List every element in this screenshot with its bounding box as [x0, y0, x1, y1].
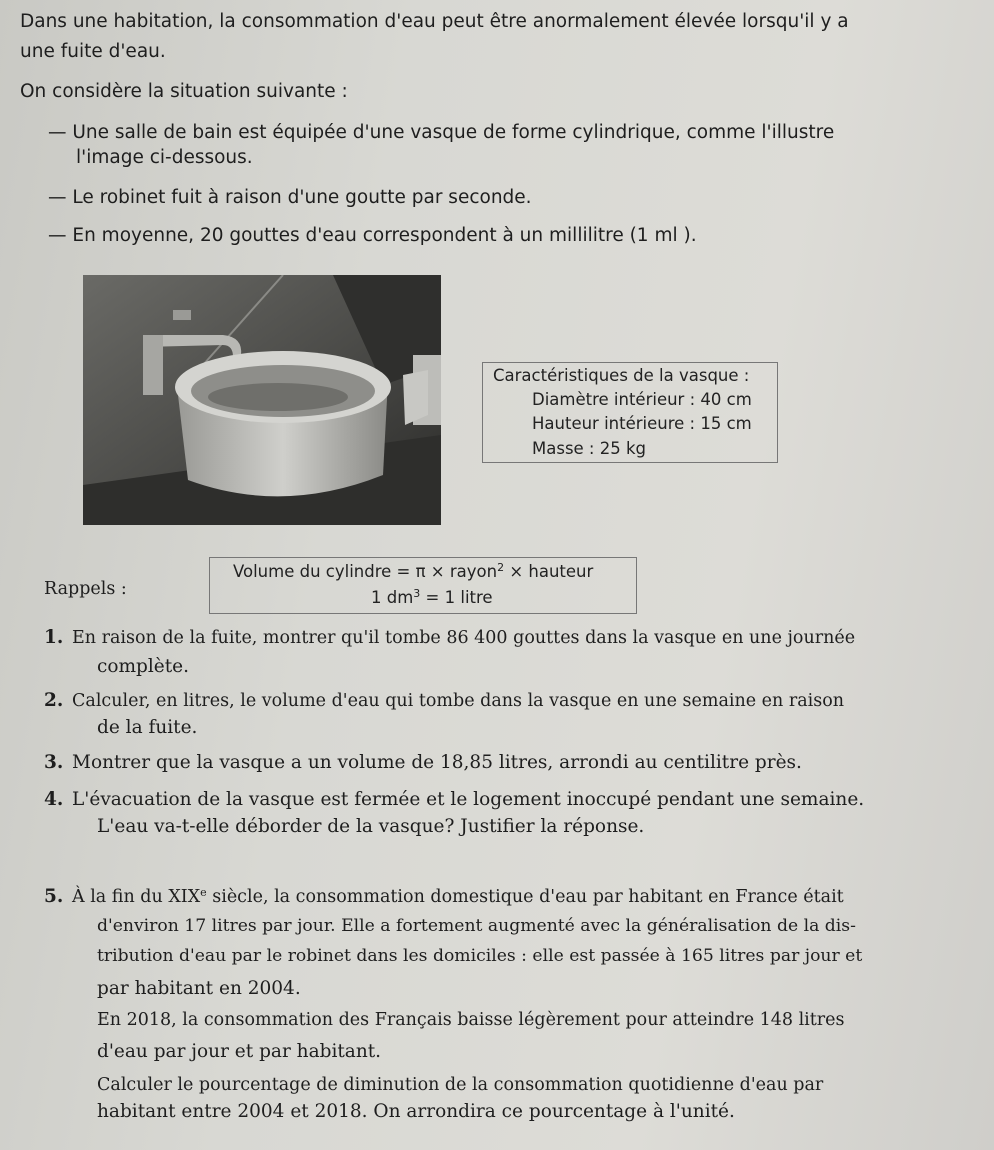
bullet-3: — En moyenne, 20 gouttes d'eau correspondent à un millilitre (1 ml ). — [48, 225, 697, 246]
bullet-1-line-1: — Une salle de bain est équipée d'une vasque de forme cylindrique, comme l'illustre — [48, 122, 835, 143]
question-1-line-1: En raison de la fuite, montrer qu'il tombe 86 400 gouttes dans la vasque en une journée — [72, 628, 856, 648]
question-5-line-8: habitant entre 2004 et 2018. On arrondira ce pourcentage à l'unité. — [97, 1101, 735, 1122]
question-5-line-4: par habitant en 2004. — [97, 978, 301, 999]
vasque-height: Hauteur intérieure : 15 cm — [532, 414, 752, 433]
question-3-number: 3. — [44, 752, 64, 773]
intro-line-3: On considère la situation suivante : — [20, 81, 348, 102]
bullet-2: — Le robinet fuit à raison d'une goutte par seconde. — [48, 187, 532, 208]
vasque-mass: Masse : 25 kg — [532, 439, 647, 458]
bullet-1-line-2: l'image ci-dessous. — [76, 147, 253, 168]
question-2-line-1: Calculer, en litres, le volume d'eau qui tombe dans la vasque en une semaine en raison — [72, 691, 845, 711]
question-5-line-6: d'eau par jour et par habitant. — [97, 1041, 382, 1062]
vasque-diameter: Diamètre intérieur : 40 cm — [532, 390, 752, 409]
conversion-part-1: 1 dm — [371, 588, 414, 607]
question-1-line-2: complète. — [97, 656, 190, 677]
question-1-number: 1. — [44, 627, 64, 648]
cylinder-volume-formula — [233, 562, 593, 581]
rappels-label: Rappels : — [44, 579, 127, 599]
question-2-number: 2. — [44, 690, 64, 711]
q5-line-1-part-1: À la fin du XIX — [72, 887, 201, 907]
question-2-line-2: de la fuite. — [97, 717, 198, 738]
question-3-line-1: Montrer que la vasque a un volume de 18,85 litres, arrondi au centilitre près. — [72, 752, 802, 773]
question-4-number: 4. — [44, 789, 64, 810]
volume-conversion — [371, 588, 493, 607]
vasque-title: Caractéristiques de la vasque : — [493, 366, 750, 385]
question-5-line-1 — [72, 885, 844, 909]
question-5-line-2: d'environ 17 litres par jour. Elle a fortement augmenté avec la généralisation de la dis- — [97, 916, 856, 936]
formula-part-1: Volume du cylindre = π × rayon — [233, 562, 498, 581]
q5-century-sup: e — [200, 886, 207, 899]
intro-line-2: une fuite d'eau. — [20, 41, 166, 62]
vasque-photo — [83, 275, 441, 525]
conversion-part-2: = 1 litre — [420, 588, 493, 607]
intro-line-1: Dans une habitation, la consommation d'eau peut être anormalement élevée lorsqu'il y a — [20, 11, 849, 32]
question-5-line-7: Calculer le pourcentage de diminution de la consommation quotidienne d'eau par — [97, 1075, 824, 1095]
question-5-line-3: tribution d'eau par le robinet dans les domiciles : elle est passée à 165 litres par jour et — [97, 946, 863, 966]
conversion-exponent: 3 — [413, 587, 421, 600]
formula-part-2: × hauteur — [504, 562, 594, 581]
rappels-box — [209, 557, 637, 614]
vasque-characteristics-box — [482, 362, 778, 463]
formula-exponent: 2 — [497, 561, 505, 574]
question-4-line-1: L'évacuation de la vasque est fermée et le logement inoccupé pendant une semaine. — [72, 789, 865, 810]
question-5-line-5: En 2018, la consommation des Français baisse légèrement pour atteindre 148 litres — [97, 1010, 845, 1030]
question-4-line-2: L'eau va-t-elle déborder de la vasque? Justifier la réponse. — [97, 816, 645, 837]
q5-line-1-part-2: siècle, la consommation domestique d'eau par habitant en France était — [206, 887, 844, 907]
question-5-number: 5. — [44, 886, 64, 907]
